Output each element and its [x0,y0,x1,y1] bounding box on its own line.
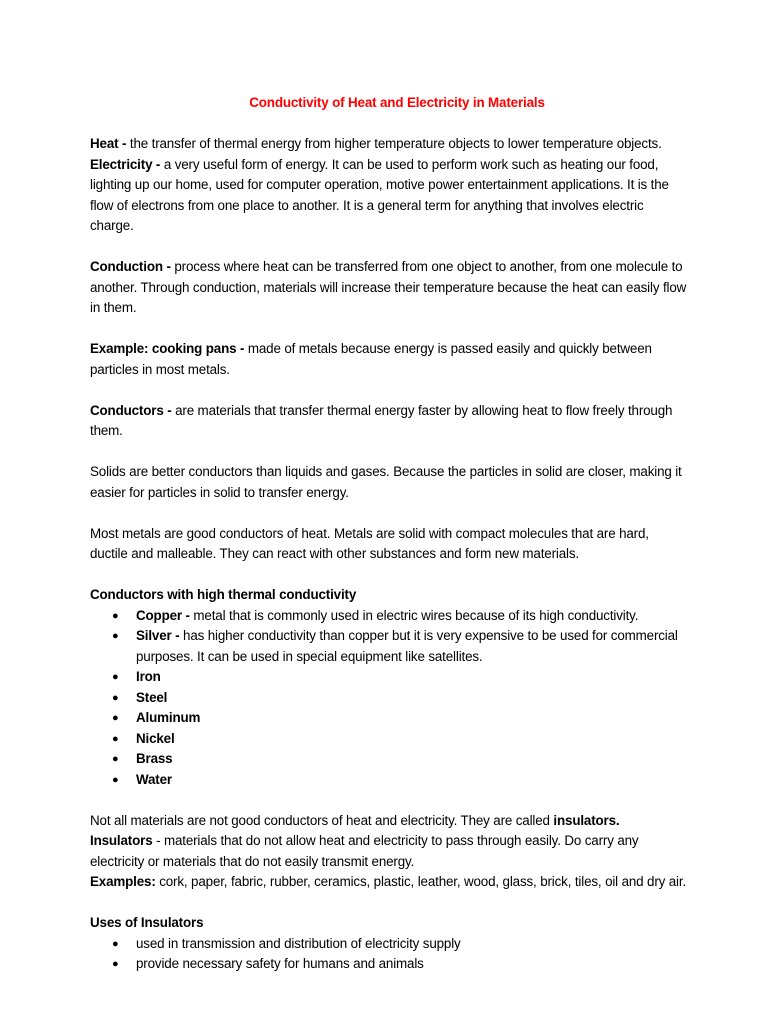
spacer [90,893,690,914]
examples-term: Examples: [90,874,156,889]
spacer [90,319,690,340]
bullet-icon: ● [112,958,119,970]
material-iron: Iron [136,669,161,684]
spacer [90,380,690,401]
electricity-term: Electricity - [90,156,161,172]
insulators-text: - materials that do not allow heat and electricity to pass through easily. Do carry any electricity or materials that do not easily transmit energy. [90,833,639,869]
material-steel: Steel [136,689,168,705]
conductors-text: are materials that transfer thermal energy faster by allowing heat to flow freely through them. [90,402,673,438]
bullet-icon: ● [112,753,119,765]
uses-list [90,934,690,975]
high-conductivity-heading-text: Conductors with high thermal conductivity [90,587,357,602]
spacer [90,237,690,258]
copper-text: metal that is commonly used in electric wires because of its high conductivity. [189,607,639,623]
bullet-icon: ● [112,609,119,622]
material-water: Water [136,771,172,787]
conductors-definition [90,401,690,442]
bullet-icon: ● [112,630,119,642]
uses-heading-text: Uses of Insulators [90,915,204,930]
conduction-definition [90,257,690,319]
high-conductivity-list [90,606,690,791]
solids-paragraph: Solids are better conductors than liquids and gases. Because the particles in solid are closer, making it easier for particles in solid to transfer energy. [90,464,682,500]
list-item [90,708,690,729]
uses-heading [90,913,690,934]
insulators-intro-term: insulators. [553,812,620,828]
list-item [90,749,690,770]
spacer [90,503,690,524]
document-title: Conductivity of Heat and Electricity in Materials [249,95,545,110]
spacer [90,565,690,586]
examples-text: cork, paper, fabric, rubber, ceramics, plastic, leather, wood, glass, brick, tiles, oil and dry air. [155,874,687,889]
electricity-definition [90,155,690,237]
example-pans-term: Example: cooking pans - [90,341,245,356]
list-item [90,626,690,667]
insulators-definition [90,831,690,872]
use-item: used in transmission and distribution of electricity supply [136,935,461,951]
silver-term: Silver - [136,628,180,643]
example-pans-text: made of metals because energy is passed easily and quickly between particles in most metals. [90,341,652,377]
heat-text: the transfer of thermal energy from higher temperature objects to lower temperature objects. [126,136,662,151]
high-conductivity-heading [90,585,690,606]
insulators-intro-text: Not all materials are not good conductors of heat and electricity. They are called [90,812,554,828]
insulators-intro [90,811,690,832]
conductors-term: Conductors - [90,402,172,418]
material-brass: Brass [136,751,173,766]
insulators-term: Insulators [90,833,153,848]
heat-definition [90,134,690,155]
bullet-icon: ● [112,671,119,683]
list-item [90,954,690,975]
spacer [90,442,690,463]
bullet-icon: ● [112,712,119,724]
list-item [90,606,690,627]
insulator-examples [90,872,690,893]
example-pans [90,339,690,380]
list-item [90,729,690,750]
material-nickel: Nickel [136,730,175,746]
conduction-text: process where heat can be transferred from one object to another, from one molecule to another. Through conduction, materials will increase their temperature because the heat can easily flow in them. [90,259,687,315]
conduction-term: Conduction - [90,259,171,274]
bullet-icon: ● [112,937,119,950]
list-item [90,688,690,709]
bullet-icon: ● [112,732,119,745]
list-item [90,770,690,791]
list-item [90,667,690,688]
heat-term: Heat - [90,136,127,151]
copper-term: Copper - [136,607,190,623]
use-item: provide necessary safety for humans and animals [136,956,424,971]
bullet-icon: ● [112,691,119,704]
list-item [90,934,690,955]
material-aluminum: Aluminum [136,710,201,725]
document-page [90,93,690,975]
metals-paragraph: Most metals are good conductors of heat. Metals are solid with compact molecules that are hard, ductile and malleable. They can react with other substances and form new materials. [90,525,649,561]
electricity-text: a very useful form of energy. It can be used to perform work such as heating our food, lighting up our home, used for computer operation, motive power entertainment applications. It is the flow of electrons from one place to another. It is a general term for anything that involves electric charge. [90,156,669,233]
silver-text: has higher conductivity than copper but it is very expensive to be used for commercial purposes. It can be used in special equipment like satellites. [136,628,678,664]
bullet-icon: ● [112,773,119,786]
spacer [90,790,690,811]
